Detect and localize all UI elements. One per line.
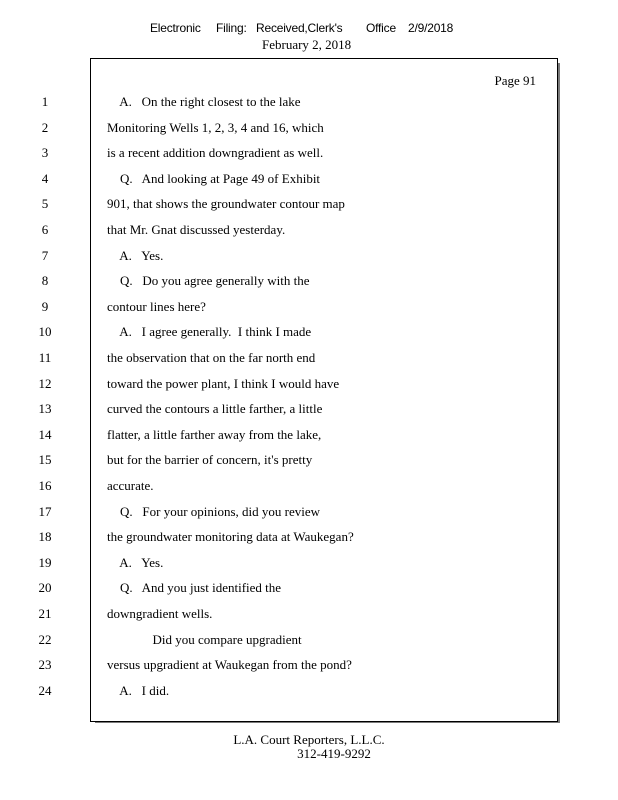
line-number: 5 [41,196,49,211]
line-number: 11 [38,350,52,365]
transcript-line: A. I agree generally. I think I made [107,324,312,339]
filing-word-received-clerks: Received,Clerk's [256,21,343,35]
line-number: 16 [38,478,52,493]
transcript-line: but for the barrier of concern, it's pretty [107,452,313,467]
line-number: 20 [38,580,52,595]
line-number: 2 [41,120,49,135]
line-number: 15 [38,452,52,467]
line-number: 17 [38,504,52,519]
line-number: 14 [38,427,52,442]
line-number: 24 [38,683,52,698]
transcript-line: A. On the right closest to the lake [107,94,301,109]
transcript-line: that Mr. Gnat discussed yesterday. [107,222,286,237]
transcript-line: A. Yes. [107,248,164,263]
line-number: 6 [41,222,49,237]
transcript-line: 901, that shows the groundwater contour map [107,196,345,211]
reporter-company: L.A. Court Reporters, L.L.C. [233,732,385,747]
reporter-phone: 312-419-9292 [297,746,371,761]
transcript-line: Q. And looking at Page 49 of Exhibit [107,171,321,186]
filing-stamp-header [0,21,618,55]
transcript-line: Did you compare upgradient [107,632,302,647]
line-number: 10 [38,324,52,339]
document-date: February 2, 2018 [262,37,352,52]
transcript-line: flatter, a little farther away from the lake, [107,427,322,442]
transcript-line: Q. For your opinions, did you review [107,504,321,519]
transcript-line: curved the contours a little farther, a little [107,401,323,416]
transcript-line: is a recent addition downgradient as well. [107,145,324,160]
transcript-line: toward the power plant, I think I would have [107,376,340,391]
line-number: 8 [41,273,49,288]
line-number: 9 [41,299,49,314]
transcript-line: the observation that on the far north end [107,350,316,365]
line-number: 23 [38,657,52,672]
footer [0,733,618,761]
line-number: 12 [38,376,52,391]
filing-stamp-date: 2/9/2018 [408,21,454,35]
transcript-line: versus upgradient at Waukegan from the pond? [107,657,352,672]
transcript-line: A. Yes. [107,555,164,570]
line-number: 18 [38,529,52,544]
page-number: Page 91 [494,73,536,88]
transcript-line: Monitoring Wells 1, 2, 3, 4 and 16, which [107,120,324,135]
line-number: 1 [41,94,49,109]
transcript-line: downgradient wells. [107,606,213,621]
transcript-line: A. I did. [107,683,170,698]
filing-word-filing: Filing: [216,21,247,35]
filing-word-electronic: Electronic [150,21,201,35]
line-number: 7 [41,248,49,263]
transcript-line: Q. Do you agree generally with the [107,273,310,288]
filing-word-office: Office [366,21,396,35]
transcript-line: the groundwater monitoring data at Waukegan? [107,529,354,544]
line-number: 19 [38,555,52,570]
line-number: 3 [41,145,49,160]
line-number: 22 [38,632,52,647]
line-number: 13 [38,401,52,416]
line-number: 21 [38,606,52,621]
transcript-line: accurate. [107,478,154,493]
transcript-line: contour lines here? [107,299,206,314]
transcript-line: Q. And you just identified the [107,580,282,595]
line-number: 4 [41,171,49,186]
